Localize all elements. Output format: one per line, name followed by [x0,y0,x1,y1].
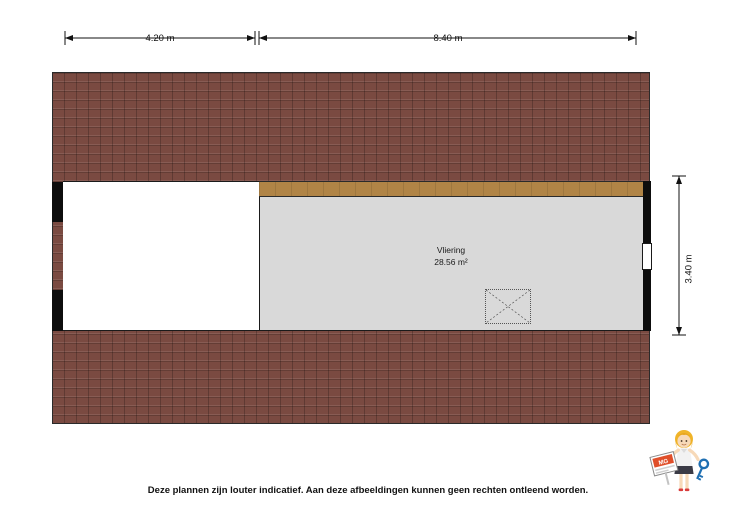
top-dimension-lines [0,0,736,60]
wall-line-bottom [63,330,643,331]
estate-agent-logo [648,424,720,496]
wall-right-lower [643,270,651,331]
dimension-label-top-right: 8.40 m [433,33,463,44]
wall-right-upper [643,181,651,243]
open-area-left [63,182,259,330]
dimension-label-right: 3.40 m [683,254,695,284]
stair-opening-box [485,289,531,324]
window-right [642,243,652,270]
room-label-vliering [371,244,531,268]
stair-opening-cross [486,290,530,323]
room-name: Vliering [436,245,466,255]
wall-left-upper [52,182,63,222]
svg-text:MG: MG [658,458,670,467]
dimension-label-top-left: 4.20 m [145,33,175,44]
footer-disclaimer: Deze plannen zijn louter indicatief. Aan deze afbeeldingen kunnen geen rechten ontleend worden. [147,485,589,496]
room-area: 28.56 m² [434,257,468,267]
wall-left-lower [52,290,63,331]
wall-line-top-left [63,181,259,182]
wood-beam-band [259,181,643,197]
wall-line-partition [259,197,260,331]
logo-illustration [648,424,720,496]
